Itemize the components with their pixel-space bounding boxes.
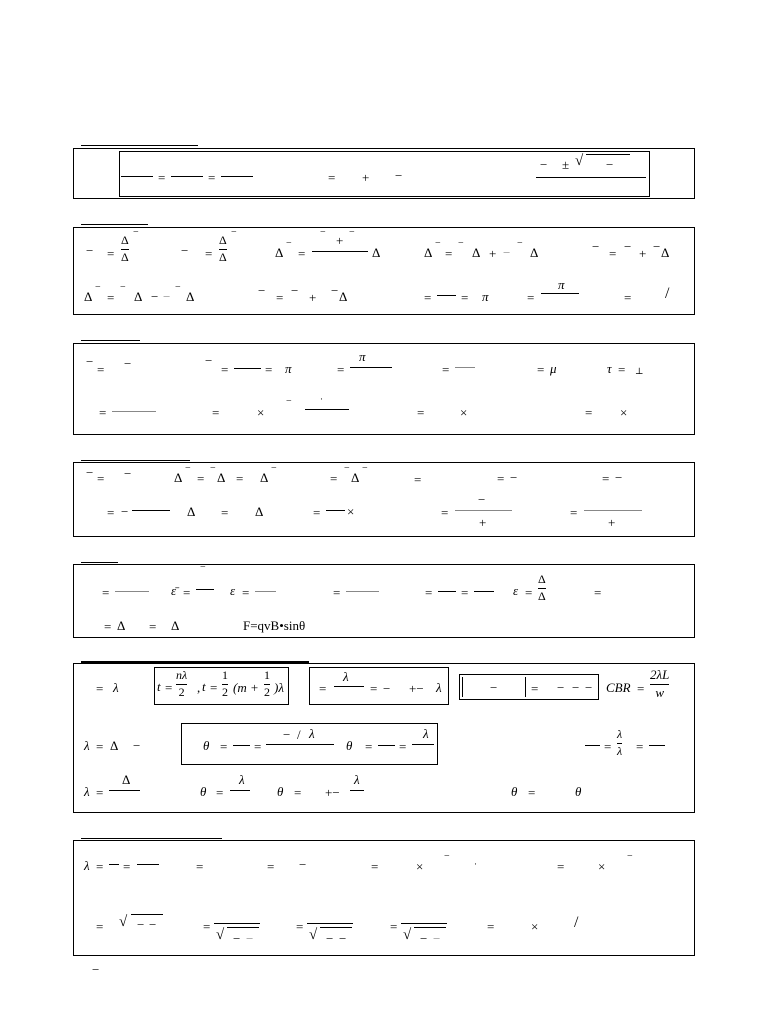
s3-minus-2: − bbox=[205, 353, 213, 368]
s6-eq-r3a: = bbox=[216, 785, 224, 800]
s4-frac-bar-10 bbox=[584, 510, 642, 511]
s7-minus-6: − bbox=[137, 917, 145, 932]
s6-theta-1: θ bbox=[203, 738, 210, 753]
section7-box bbox=[73, 840, 695, 956]
s3-frac-bar-8 bbox=[305, 409, 349, 410]
s6-t2: t bbox=[202, 679, 206, 694]
s1-plus: + bbox=[362, 170, 370, 185]
lorentz-force-formula: F=qvB•sinθ bbox=[243, 618, 306, 633]
s3-minus-1b: − bbox=[124, 356, 132, 371]
s2-minus-5b: − bbox=[624, 239, 632, 254]
s4-den-plus-9: + bbox=[479, 515, 487, 530]
footer-minus: − bbox=[92, 962, 100, 977]
s6-theta-2-frac-bar bbox=[412, 744, 434, 745]
s2-delta-6b: Δ bbox=[134, 289, 143, 304]
s2-frac-bar-3 bbox=[312, 251, 368, 252]
s6-bar-r3b bbox=[350, 790, 364, 791]
s5-eq-5: = bbox=[425, 585, 433, 600]
s2-eq-6: = bbox=[107, 290, 115, 305]
s5-bar-5 bbox=[438, 591, 456, 592]
s4-eq-4: = bbox=[414, 472, 422, 487]
s6-bar-r3a bbox=[230, 790, 250, 791]
s2-minus-1: − bbox=[86, 243, 94, 258]
s4-bar-8 bbox=[326, 510, 345, 511]
s1-frac-bar-3 bbox=[221, 176, 253, 177]
s7-eq-2: = bbox=[196, 859, 204, 874]
s5-eq-9: = bbox=[149, 619, 157, 634]
s3-perp-6: ⊥ bbox=[635, 366, 644, 376]
s2-eq-10: = bbox=[624, 290, 632, 305]
s6-theta-1-frac-bar bbox=[266, 744, 334, 745]
s4-minus-6: − bbox=[615, 470, 623, 485]
s4-delta-7b: Δ bbox=[255, 504, 264, 519]
s3-bar-7 bbox=[112, 411, 156, 412]
s2-delta-6: Δ bbox=[84, 289, 93, 304]
s2-minus-3: − bbox=[286, 238, 292, 249]
s5-bar-4 bbox=[346, 591, 379, 592]
section3-box bbox=[73, 343, 695, 435]
s6-lambda-r2: λ bbox=[84, 738, 90, 753]
s7-eq-1b: = bbox=[123, 859, 131, 874]
section3-heading-rule bbox=[81, 340, 140, 341]
s6-b-minus: − bbox=[383, 681, 391, 696]
s3-pi-3: π bbox=[359, 349, 366, 364]
s6-r2-bar-b bbox=[649, 745, 665, 746]
s3-eq-6: = bbox=[618, 362, 626, 377]
s4-minus-1: − bbox=[86, 465, 94, 480]
s5-bar-5b bbox=[474, 591, 494, 592]
s7-frac-bar-8 bbox=[307, 923, 353, 924]
s4-minus-2c: − bbox=[271, 463, 277, 474]
s7-eq-4: = bbox=[371, 859, 379, 874]
s6-b-eq2: = bbox=[370, 681, 378, 696]
s1-eq-1: = bbox=[158, 170, 166, 185]
s4-eq-10: = bbox=[570, 505, 578, 520]
s4-delta-3: Δ bbox=[351, 470, 360, 485]
s5-eq-8: = bbox=[104, 619, 112, 634]
s4-minus-1b: − bbox=[124, 466, 132, 481]
s6-c-dash: − bbox=[557, 680, 565, 695]
section5-box bbox=[73, 564, 695, 638]
s6-theta-2: θ bbox=[346, 738, 353, 753]
s1-eq-3: = bbox=[328, 170, 336, 185]
section7-heading-rule bbox=[81, 838, 222, 839]
s2-minus-7c: − bbox=[331, 283, 339, 298]
s5-delta-9: Δ bbox=[171, 618, 180, 633]
s6-theta-2-lambda: λ bbox=[423, 726, 429, 741]
s3-dot-8: · bbox=[320, 394, 323, 404]
s4-eq-1: = bbox=[97, 471, 105, 486]
s5-eps-3: ε bbox=[230, 583, 236, 598]
s6-eq-1: = bbox=[96, 681, 104, 696]
s2-minus-6b: − bbox=[120, 282, 126, 293]
s7-lambda-1: λ bbox=[84, 858, 90, 873]
s6-box-b bbox=[309, 667, 449, 705]
s1-num-pm: ± bbox=[562, 157, 570, 172]
s3-minus-8: − bbox=[286, 396, 292, 407]
s2-minus-6: − bbox=[95, 282, 101, 293]
s6-c-bar-l bbox=[462, 677, 463, 697]
s1-num-minus: − bbox=[540, 157, 548, 172]
s4-eq-9: = bbox=[441, 505, 449, 520]
cbr-eq: = bbox=[637, 681, 645, 696]
s6-r2-frac: λ λ bbox=[617, 727, 623, 758]
s6-b-lambda2: λ bbox=[436, 680, 442, 695]
s2-delta-6c: Δ bbox=[186, 289, 195, 304]
s6-lambda-r3b: λ bbox=[354, 772, 360, 787]
s4-bar-7 bbox=[132, 510, 170, 511]
s7-sqrt-6: √ bbox=[119, 914, 128, 930]
s7-frac-bar-9 bbox=[401, 923, 447, 924]
s6-c-dash3: − bbox=[585, 680, 593, 695]
s6-theta-2-bar bbox=[378, 745, 395, 746]
s6-lambda-r3a: λ bbox=[239, 772, 245, 787]
s4-eq-7b: = bbox=[221, 505, 229, 520]
s7-minus-7b: − bbox=[246, 931, 254, 946]
s4-eq-6: = bbox=[602, 471, 610, 486]
s6-delta-r3: Δ bbox=[122, 772, 131, 787]
s6-t-comma: , bbox=[197, 680, 201, 695]
s6-bar-r3 bbox=[109, 790, 140, 791]
s3-times-10: × bbox=[620, 405, 628, 420]
s1-frac-bar-2 bbox=[171, 176, 203, 177]
s2-eq-3: = bbox=[298, 246, 306, 261]
s7-bar-1b bbox=[137, 864, 159, 865]
s3-eq-2b: = bbox=[265, 362, 273, 377]
s5-bar-2 bbox=[196, 589, 214, 590]
s6-b-eq: = bbox=[319, 681, 327, 696]
s4-minus-2: − bbox=[185, 463, 191, 474]
s2-delta-3b: Δ bbox=[372, 245, 381, 260]
s5-eq-5b: = bbox=[461, 585, 469, 600]
s4-minus-2b: − bbox=[210, 463, 216, 474]
s6-r2-eq-a: = bbox=[604, 739, 612, 754]
s2-eq-7: = bbox=[276, 290, 284, 305]
s7-eq-3: = bbox=[267, 859, 275, 874]
section1-heading-rule bbox=[81, 145, 198, 146]
s7-frac-bar-7 bbox=[214, 923, 260, 924]
s6-delta-r2: Δ bbox=[110, 738, 119, 753]
s7-sqrt-7: √ bbox=[216, 927, 225, 943]
s2-plus-5: + bbox=[639, 246, 647, 261]
s5-eq-3: = bbox=[242, 585, 250, 600]
s6-t2-frac-2: 1 2 bbox=[264, 668, 270, 699]
s2-minus-6e: − bbox=[175, 282, 181, 293]
s5-bar-3 bbox=[255, 591, 276, 592]
s2-minus-1b: − bbox=[133, 227, 139, 238]
s2-minus-4c: − bbox=[503, 245, 511, 260]
s7-minus-8b: − bbox=[339, 931, 347, 946]
s4-eq-3: = bbox=[330, 471, 338, 486]
s7-slash-10: / bbox=[574, 914, 579, 931]
s4-times-8: × bbox=[347, 504, 355, 519]
s3-frac-bar-3 bbox=[350, 367, 392, 368]
s2-minus-2b: − bbox=[231, 227, 237, 238]
s6-minus-r2: − bbox=[133, 738, 141, 753]
section1-inner-box bbox=[119, 151, 650, 197]
s7-minus-6b: − bbox=[149, 917, 157, 932]
s6-r2-eq-b: = bbox=[636, 739, 644, 754]
s5-delta-8: Δ bbox=[117, 618, 126, 633]
s3-eq-8: = bbox=[212, 405, 220, 420]
s2-frac-1: Δ Δ bbox=[121, 233, 129, 264]
s5-eq-1: = bbox=[102, 585, 110, 600]
s6-c-dash2: − bbox=[572, 680, 580, 695]
s6-theta-2-eq: = bbox=[365, 739, 373, 754]
s6-theta-r3d: θ bbox=[575, 784, 582, 799]
s6-theta-1-num-minus: − bbox=[283, 727, 291, 742]
s4-num-minus-9: − bbox=[478, 492, 486, 507]
s7-sqrt-8: √ bbox=[309, 927, 318, 943]
s5-epsbar: ε̄ bbox=[171, 583, 177, 598]
s6-eq-r3b: = bbox=[294, 785, 302, 800]
section1-box bbox=[73, 148, 695, 199]
s2-delta-5: Δ bbox=[661, 245, 670, 260]
s5-eq-4: = bbox=[333, 585, 341, 600]
s7-dot-4: · bbox=[474, 859, 477, 869]
s3-eq-10: = bbox=[585, 405, 593, 420]
s3-bar-4 bbox=[455, 367, 475, 368]
s6-theta-r3a: θ bbox=[200, 784, 207, 799]
s6-c-eq: = bbox=[531, 681, 539, 696]
s2-eq-8: = bbox=[424, 290, 432, 305]
s2-short-bar-8 bbox=[437, 295, 456, 296]
s7-minus-8: − bbox=[326, 931, 334, 946]
s5-frac-6: Δ Δ bbox=[538, 572, 546, 603]
s1-sqrt-vinculum bbox=[586, 154, 630, 155]
s4-minus-7: − bbox=[121, 504, 129, 519]
s7-sqrt-vinc-6 bbox=[131, 914, 163, 915]
s7-eq-8: = bbox=[296, 919, 304, 934]
s2-num-minus-3b: − bbox=[349, 227, 355, 238]
s2-delta-7: Δ bbox=[339, 289, 348, 304]
s3-eq-4: = bbox=[442, 362, 450, 377]
cbr-label: CBR bbox=[606, 680, 631, 695]
s5-bar-1 bbox=[115, 591, 149, 592]
s7-eq-6: = bbox=[96, 919, 104, 934]
s3-eq-5: = bbox=[537, 362, 545, 377]
s2-eq-8b: = bbox=[461, 290, 469, 305]
s4-eq-7: = bbox=[107, 505, 115, 520]
s6-theta-1-eq: = bbox=[220, 739, 228, 754]
s5-minus-2: − bbox=[200, 562, 206, 573]
s6-theta-r3b: θ bbox=[277, 784, 284, 799]
s7-minus-4: − bbox=[444, 851, 450, 862]
s2-plus-4: + bbox=[489, 246, 497, 261]
s4-eq-2: = bbox=[197, 471, 205, 486]
s7-sqrt-vinc-7 bbox=[227, 927, 259, 928]
s2-minus-7: − bbox=[258, 283, 266, 298]
s7-minus-5: − bbox=[627, 851, 633, 862]
s2-pi-8: π bbox=[482, 289, 489, 304]
s6-c-bar-r bbox=[525, 677, 526, 697]
s2-minus-6c: − bbox=[151, 289, 159, 304]
s7-eq-7: = bbox=[203, 919, 211, 934]
s6-t2-eq: = bbox=[210, 680, 218, 695]
s3-times-8: × bbox=[257, 405, 265, 420]
s1-frac-bar-1 bbox=[121, 176, 153, 177]
s2-eq-2: = bbox=[205, 246, 213, 261]
s2-num-plus-3: + bbox=[336, 233, 344, 248]
s7-sqrt-vinc-8 bbox=[320, 927, 352, 928]
s7-minus-9: − bbox=[420, 931, 428, 946]
s6-theta-2-eq2: = bbox=[399, 739, 407, 754]
s3-eq-9: = bbox=[417, 405, 425, 420]
s2-eq-9: = bbox=[527, 290, 535, 305]
s7-sqrt-9: √ bbox=[403, 927, 412, 943]
s6-t1-eq: = bbox=[165, 680, 173, 695]
s7-eq-10: = bbox=[487, 919, 495, 934]
s4-eq-5: = bbox=[497, 471, 505, 486]
s2-slash-10: / bbox=[665, 285, 670, 302]
s6-eq-r3c: = bbox=[528, 785, 536, 800]
s3-bar-2 bbox=[234, 368, 261, 369]
s4-frac-bar-9 bbox=[455, 510, 512, 511]
s6-eq-r3: = bbox=[96, 785, 104, 800]
s1-minus: − bbox=[395, 168, 403, 183]
s4-eq-8: = bbox=[313, 505, 321, 520]
s4-den-plus-10: + bbox=[608, 515, 616, 530]
s5-eq-2: = bbox=[183, 585, 191, 600]
s3-tau-6: τ bbox=[607, 361, 612, 376]
s7-minus-7: − bbox=[233, 931, 241, 946]
section2-heading-rule bbox=[81, 224, 148, 225]
s6-pm-r3b: +− bbox=[325, 785, 340, 800]
s7-minus-3: − bbox=[299, 857, 307, 872]
s6-lambda-1: λ bbox=[113, 680, 119, 695]
s2-frac-bar-9 bbox=[541, 293, 579, 294]
s6-theta-r3c: θ bbox=[511, 784, 518, 799]
s7-sqrt-vinc-9 bbox=[414, 927, 446, 928]
s4-minus-3: − bbox=[344, 463, 350, 474]
s2-delta-4: Δ bbox=[424, 245, 433, 260]
s5-eq-6: = bbox=[525, 585, 533, 600]
s3-times-9: × bbox=[460, 405, 468, 420]
s6-t2-frac-1: 1 2 bbox=[222, 668, 228, 699]
s1-big-frac-bar bbox=[536, 177, 646, 178]
s6-r2-bar-a bbox=[585, 745, 600, 746]
s2-eq-4: = bbox=[445, 246, 453, 261]
s2-plus-7: + bbox=[309, 290, 317, 305]
s4-delta-2c: Δ bbox=[260, 470, 269, 485]
section4-heading-rule bbox=[81, 460, 190, 461]
s2-minus-4b: − bbox=[458, 238, 464, 249]
s6-theta-1-bar bbox=[233, 745, 250, 746]
s7-eq-5: = bbox=[557, 859, 565, 874]
s1-eq-2: = bbox=[208, 170, 216, 185]
s2-minus-6d: − bbox=[163, 289, 171, 304]
s3-pi-2: π bbox=[285, 361, 292, 376]
s2-delta-4b: Δ bbox=[472, 245, 481, 260]
s6-t2-m: (m + bbox=[233, 680, 259, 695]
s2-delta-4c: Δ bbox=[530, 245, 539, 260]
s2-minus-5: − bbox=[592, 239, 600, 254]
s2-eq-1: = bbox=[107, 246, 115, 261]
s1-num-minus-2: − bbox=[606, 157, 614, 172]
s7-minus-9b: − bbox=[433, 931, 441, 946]
s6-t2-close: )λ bbox=[274, 680, 284, 695]
s7-times-4: × bbox=[416, 859, 424, 874]
s2-minus-4d: − bbox=[517, 238, 523, 249]
s7-eq-9: = bbox=[390, 919, 398, 934]
s2-minus-2: − bbox=[181, 243, 189, 258]
s4-minus-3b: − bbox=[362, 463, 368, 474]
s1-sqrt: √ bbox=[575, 153, 584, 169]
s6-lambda-r3: λ bbox=[84, 784, 90, 799]
s4-delta-2b: Δ bbox=[217, 470, 226, 485]
s2-minus-4: − bbox=[435, 238, 441, 249]
s6-t1-frac: nλ 2 bbox=[176, 668, 188, 699]
s7-bar-1 bbox=[109, 864, 119, 865]
s2-frac-2: Δ Δ bbox=[219, 233, 227, 264]
s4-delta-7: Δ bbox=[187, 504, 196, 519]
s4-delta-2: Δ bbox=[174, 470, 183, 485]
s2-minus-5c: − bbox=[653, 239, 661, 254]
s3-eq-2: = bbox=[221, 362, 229, 377]
s3-mu-5: μ bbox=[550, 361, 557, 376]
s3-eq-1: = bbox=[97, 362, 105, 377]
s4-eq-2c: = bbox=[236, 471, 244, 486]
s6-b-lambda: λ bbox=[343, 669, 349, 684]
s7-eq-1: = bbox=[96, 859, 104, 874]
s3-eq-3: = bbox=[337, 362, 345, 377]
s6-b-pm: +− bbox=[409, 681, 424, 696]
s6-theta-1-num-slash: / bbox=[297, 727, 301, 742]
s7-times-5: × bbox=[598, 859, 606, 874]
s5-eq-7: = bbox=[594, 585, 602, 600]
s6-b-bar bbox=[334, 686, 364, 687]
s6-theta-1-num-lambda: λ bbox=[309, 726, 315, 741]
s6-eq-r2: = bbox=[96, 739, 104, 754]
s3-minus-1: − bbox=[86, 354, 94, 369]
s2-delta-3: Δ bbox=[275, 245, 284, 260]
s6-c-minus: − bbox=[490, 680, 498, 695]
s2-pi-9: π bbox=[558, 277, 565, 292]
s4-minus-5: − bbox=[510, 470, 518, 485]
s6-theta-1-eq2: = bbox=[254, 739, 262, 754]
s2-minus-7b: − bbox=[291, 283, 299, 298]
s6-t1: t bbox=[157, 679, 161, 694]
section5-heading-rule bbox=[81, 562, 118, 563]
cbr-frac: 2λL w bbox=[650, 667, 670, 700]
s2-num-minus-3a: − bbox=[320, 227, 326, 238]
s2-eq-5: = bbox=[609, 246, 617, 261]
s5-eps-6: ε bbox=[513, 583, 519, 598]
s7-times-10: × bbox=[531, 919, 539, 934]
s3-eq-7: = bbox=[99, 405, 107, 420]
